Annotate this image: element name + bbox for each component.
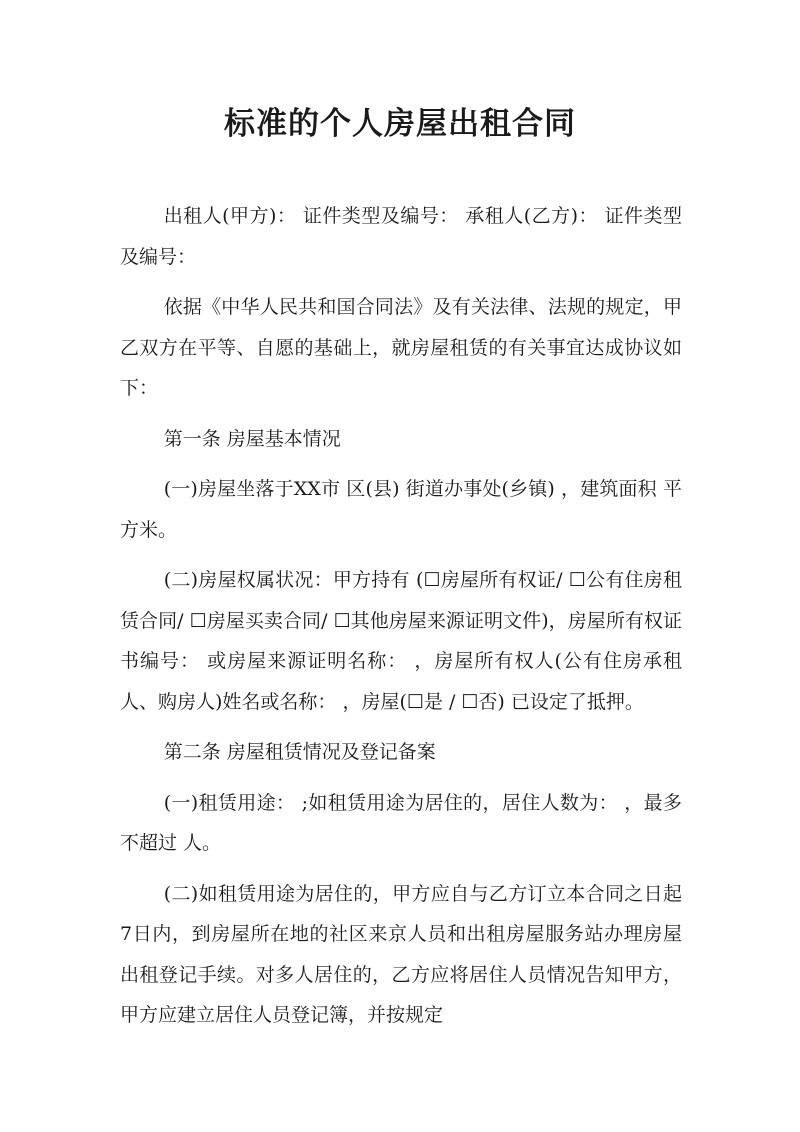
article-1-heading: 第一条 房屋基本情况 [163, 427, 341, 450]
preamble-paragraph: 依据《中华人民共和国合同法》及有关法律、法规的规定，甲乙双方在平等、自愿的基础上，就房屋租赁的有关事宜达成协议如下： [120, 296, 682, 399]
article-1-clause-1: (一)房屋坐落于XX市 区(县) 街道办事处(乡镇) ，建筑面积 平方米。 [120, 478, 682, 541]
document-body [120, 196, 682, 1046]
article-2-heading: 第二条 房屋租赁情况及登记备案 [163, 741, 436, 763]
article-1-clause-2: (二)房屋权属状况：甲方持有 (☐房屋所有权证/ ☐公有住房租赁合同/ ☐房屋买卖合同/ ☐其他房屋来源证明文件)，房屋所有权证书编号： 或房屋来源证明名称： ，房屋所有权人(公有住房承租人、购房人)姓名或名称： ，房屋(☐是 / ☐否) 已设定了抵押。 [120, 569, 682, 713]
article-2-clause-2: (二)如租赁用途为居住的，甲方应自与乙方订立本合同之日起7日内，到房屋所在地的社区来京人员和出租房屋服务站办理房屋出租登记手续。对多人居住的，乙方应将居住人员情况告知甲方，甲方应建立居住人员登记簿，并按规定 [120, 882, 682, 1026]
parties-paragraph: 出租人(甲方)： 证件类型及编号： 承租人(乙方)： 证件类型及编号： [120, 205, 682, 268]
article-2-clause-1: (一)租赁用途： ;如租赁用途为居住的，居住人数为： ，最多不超过 人。 [120, 791, 682, 854]
document-title: 标准的个人房屋出租合同 [224, 106, 576, 142]
